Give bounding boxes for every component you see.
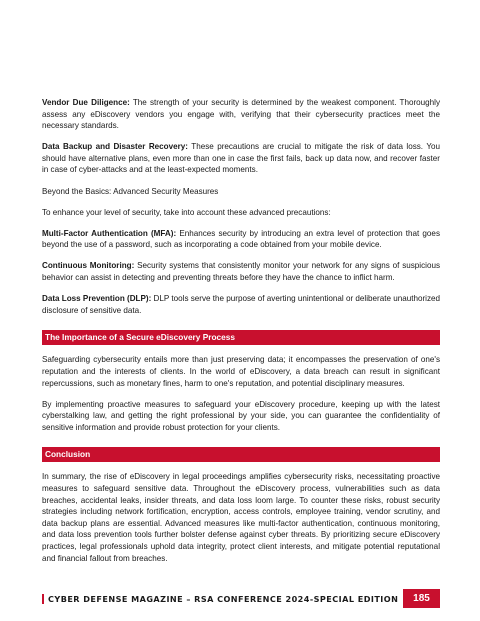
footer-accent-mark	[42, 594, 44, 604]
paragraph-dlp	[42, 293, 440, 316]
paragraph-text: The strength of your security is determined by the weakest component. Thoroughly assess any eDiscovery vendors you engage with, verifying that their cybersecurity practices meet the necessary standards.	[42, 98, 440, 131]
paragraph-mfa	[42, 228, 440, 251]
paragraph-data-backup	[42, 141, 440, 176]
page-number-badge: 185	[403, 589, 440, 608]
paragraph-continuous-monitoring	[42, 260, 440, 283]
paragraph-proactive-measures: By implementing proactive measures to safeguard your eDiscovery procedure, keeping up with the latest cyberstalking law, and getting the right professional by your side, you can guarantee the confidentiality of sensitive information and provide robust protection for your clients.	[42, 399, 440, 432]
paragraph-text: These precautions are crucial to mitigate the risk of data loss. You should have alternative plans, even more than one in case the first fails, back up data now, and recover faster in case of cyber-attacks and at the least-expected moments.	[42, 142, 441, 175]
page-footer	[42, 589, 440, 611]
subheading-advanced-measures: Beyond the Basics: Advanced Security Measures	[42, 186, 219, 196]
paragraph-conclusion: In summary, the rise of eDiscovery in legal proceedings amplifies cybersecurity risks, necessitating proactive measures to safeguard sensitive data. Throughout the eDiscovery process, vulnerabilities such as data breaches, accidental leaks, insider threats, and data loss loom large. To counter these risks, robust security strategies including network fortification, encryption, access controls, employee training, vendor scrutiny, and data backup plans are essential. Advanced measures like multi-factor authentication, continuous monitoring, and data loss prevention tools further bolster defense against cyber threats. By prioritizing secure eDiscovery practices, legal professionals uphold data integrity, protect client interests, and mitigate potential reputational and financial fallout from breaches.	[42, 472, 440, 563]
paragraph-vendor-due-diligence	[42, 97, 440, 132]
paragraph-lead: Multi-Factor Authentication (MFA):	[42, 228, 177, 238]
section-heading-conclusion: Conclusion	[42, 447, 440, 462]
paragraph-text: Enhances security by introducing an extra level of protection that goes beyond the use of a password, such as incorporating a code obtained from your mobile device.	[42, 228, 440, 250]
paragraph-lead: Vendor Due Diligence:	[42, 98, 130, 107]
paragraph-lead: Continuous Monitoring:	[42, 261, 135, 271]
paragraph-intro-precautions: To enhance your level of security, take into account these advanced precautions:	[42, 207, 331, 217]
article-body	[42, 97, 440, 574]
paragraph-lead: Data Loss Prevention (DLP):	[42, 294, 152, 304]
section-heading-importance: The Importance of a Secure eDiscovery Process	[42, 330, 440, 345]
paragraph-text: DLP tools serve the purpose of averting unintentional or deliberate unauthorized disclosure of sensitive data.	[42, 294, 441, 315]
paragraph-lead: Data Backup and Disaster Recovery:	[42, 142, 188, 152]
footer-publication-title: CYBER DEFENSE MAGAZINE – RSA CONFERENCE 2024-SPECIAL EDITION	[48, 594, 399, 604]
paragraph-text: Security systems that consistently monitor your network for any signs of suspicious behavior can assist in detecting and preventing threats before they have the chance to inflict harm.	[42, 261, 440, 283]
paragraph-safeguarding: Safeguarding cybersecurity entails more than just preserving data; it encompasses the preservation of one's reputation and the interests of clients. In the world of eDiscovery, a data breach can result in significant repercussions, such as monetary fines, harm to one's reputation, and potential disciplinary measures.	[42, 355, 440, 388]
